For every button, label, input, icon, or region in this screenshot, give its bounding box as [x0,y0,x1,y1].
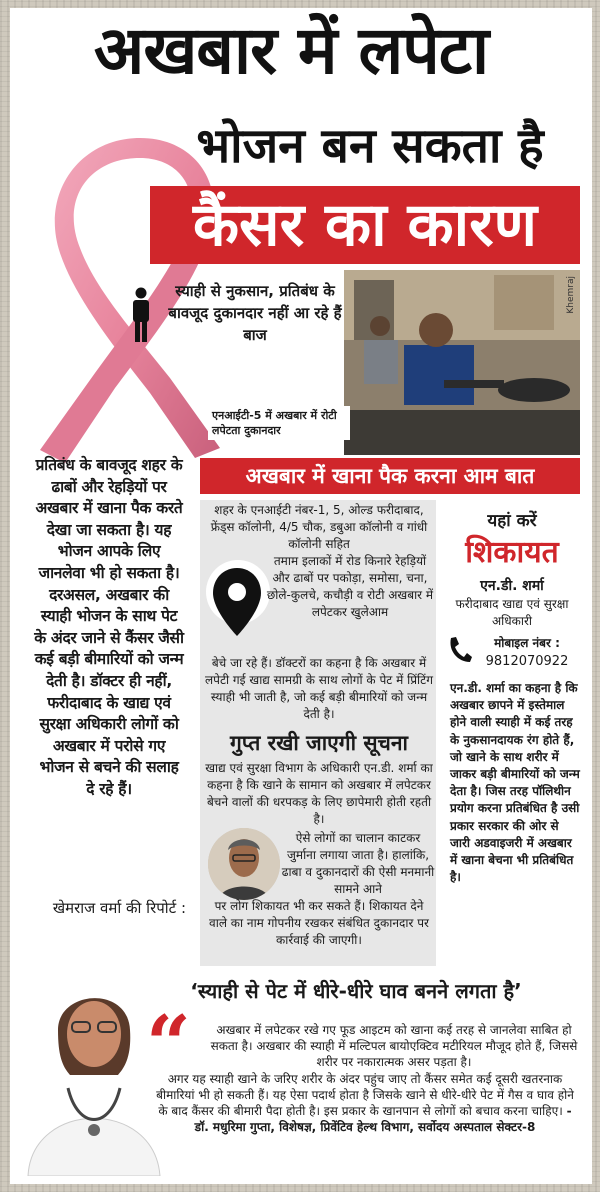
quote-attribution: - डॉ. मधुरिमा गुप्ता, विशेषज्ञ, प्रिवेंटिव हेल्थ विभाग, सर्वोदय अस्पताल सेक्टर-8 [194,1104,572,1135]
quote-mark: “ [146,999,191,1090]
official-role: फरीदाबाद खाद्य एवं सुरक्षा अधिकारी [455,597,569,628]
headline-line-3: कैंसर का कारण [192,190,538,260]
headline-line-2: भोजन बन सकता है [196,118,544,174]
middle-paragraph-4: पर लोग शिकायत भी कर सकते हैं। शिकायत देने वाले का नाम गोपनीय रखकर संबंधित दुकानदार पर कार्रवाई की जाएगी। [209,899,429,947]
middle-paragraph-3: ऐसे लोगों का चालान काटकर जुर्माना लगाया जाता है। हालांकि, ढाबा व दुकानदारों की ऐसी मनमानी सामने आने [281,831,435,896]
quote-body-rest: अगर यह स्याही खाने के जरिए शरीर के अंदर पहुंच जाए तो कैंसर समेत कई दूसरी खतरनाक बीमारियां भी हो सकती हैं। यह ऐसा पदार्थ होता है जिसके खाने से धीरे-धीरे पेट में गैस व घाव होने के बाद कैंसर की बीमारी पैदा होती है। इस प्रकार के खानपान से लोगों को बचाव करना चाहिए। [156,1071,574,1119]
byline: खेमराज वर्मा की रिपोर्ट : [52,899,186,917]
official-name: एन.डी. शर्मा [480,578,544,594]
section-banner: अखबार में खाना पैक करना आम बात [200,458,580,494]
middle-subhead: गुप्त रखी जाएगी सूचना [230,731,408,755]
mobile-label: मोबाइल नंबर : [494,636,560,650]
right-column-body: एन.डी. शर्मा का कहना है कि अखबार छापने में इस्तेमाल होने वाली स्याही में कई तरह के नुकसानदायक रंग होते हैं, जो खाने के साथ शरीर में जाकर बड़ी बीमारियों को जन्म देता है। जिस तरह पॉलिथीन प्रयोग करना प्रतिबंधित है उसी प्रकार सरकार की ओर से जारी अडवाइजरी में अखबार में खाना बेचना भी प्रतिबंधित है। [450,681,580,885]
quote-body-intro: अखबार में लपेटकर रखे गए फूड आइटम को खाना कई तरह से जानलेवा साबित हो सकता है। अखबार की स्याही में मल्टिपल बायोएक्टिव मटीरियल मौजूद होते हैं, जिससे शरीर पर नकारात्मक असर पड़ता है। [210,1023,578,1070]
complaint-heading: शिकायत [465,535,559,570]
middle-paragraph-1b: तमाम इलाकों में रोड किनारे रेहड़ियों और ढाबों पर पकोड़ा, समोसा, चना, छोले-कुलचे, कचौड़ी व रोटी अखबार में लपेटकर खुलेआम [266,554,434,619]
mobile-number: 9812070922 [485,654,569,669]
complaint-label: यहां करें [487,511,537,531]
sub-deck-text: स्याही से नुकसान, प्रतिबंध के बावजूद दुकानदार नहीं आ रहे हैं बाज [168,282,342,344]
middle-paragraph-1c: बेचे जा रहे हैं। डॉक्टरों का कहना है कि अखबार में लपेटी गई खाद्य सामग्री के साथ लोगों के पेट में प्रिंटिंग स्याही भी जाती है, जो कई बड़ी बीमारियों को जन्म देती है। [205,656,433,721]
left-column-body: प्रतिबंध के बावजूद शहर के ढाबों और रेहड़ियों पर अखबार में खाना पैक करते देखा जा सकता है। यह भोजन आपके लिए जानलेवा भी हो सकता है। दरअसल, अखबार की स्याही भोजन के साथ पेट के अंदर जाने से कैंसर जैसी कई बड़ी बीमारियों को जन्म देती है। डॉक्टर ही नहीं, फरीदाबाद के खाद्य एवं सुरक्षा अधिकारी लोगों को अखबार में परोसे गए भोजन से बचने की सलाह दे रहे हैं। [34,456,184,798]
headline-line-1: अखबार में लपेटा [93,12,489,89]
middle-paragraph-2: खाद्य एवं सुरक्षा विभाग के अधिकारी एन.डी. शर्मा का कहना है कि खाने के सामान को अखबार में लपेटकर बेचने वालों की धरपकड़ के लिए छापेमारी होती रहती है। [205,761,433,826]
photo-caption: एनआईटी-5 में अखबार में रोटी लपेटता दुकानदार [208,406,350,440]
location-pin-icon [210,566,264,638]
shop-photo [344,270,580,455]
person-icon [128,287,154,343]
quote-body [150,1022,580,1135]
middle-paragraph-1a: शहर के एनआईटी नंबर-1, 5, ओल्ड फरीदाबाद, फ्रेंड्स कॉलोनी, 4/5 चौक, डबुआ कॉलोनी व गांधी कॉलोनी सहित [210,503,428,551]
officer-photo [208,828,280,900]
phone-icon [446,634,472,664]
quote-heading: ‘स्याही से पेट में धीरे-धीरे घाव बनने लगता है’ [190,979,522,1003]
photo-credit: Khemraj [566,276,576,314]
